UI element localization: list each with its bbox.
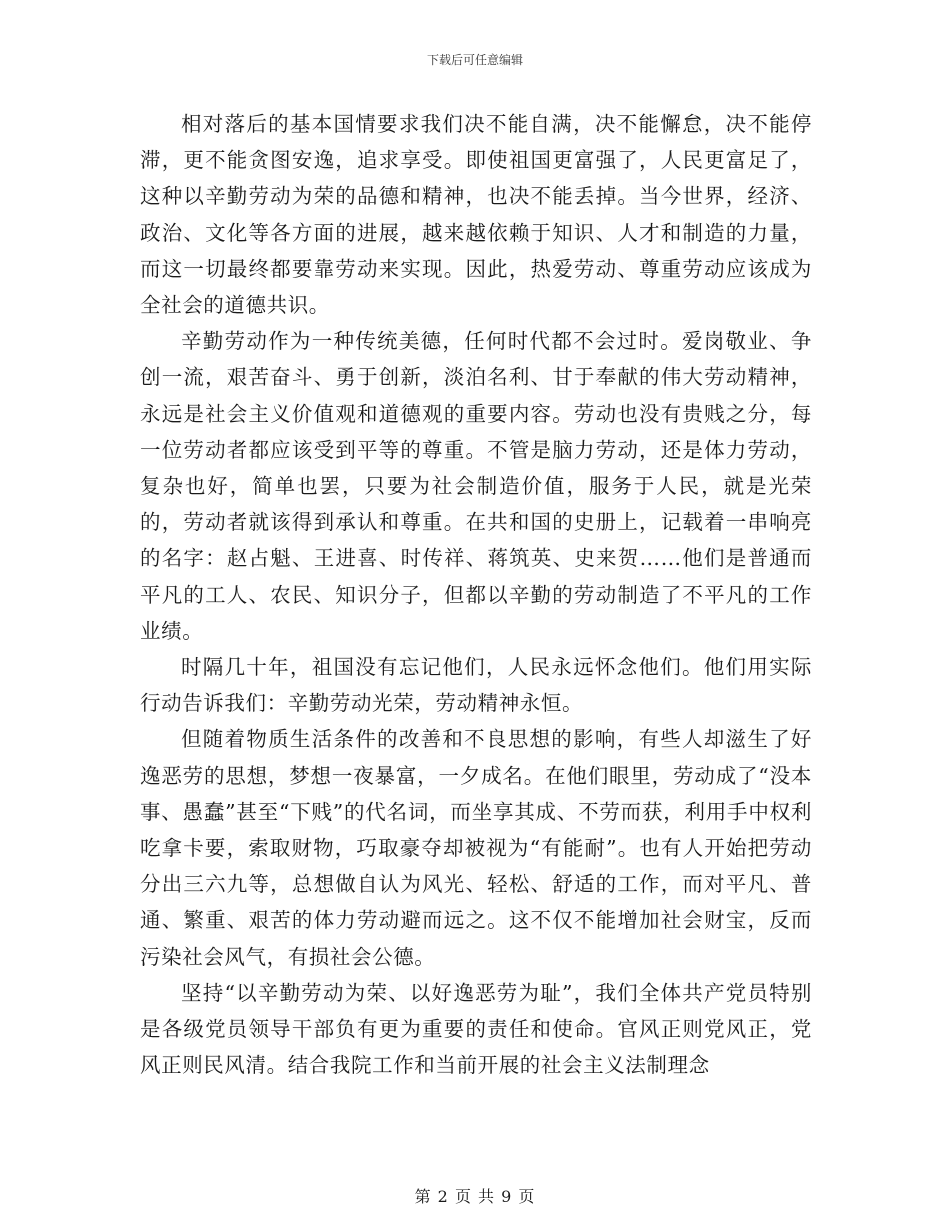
page-header: 下载后可任意编辑 <box>426 53 523 67</box>
paragraph-5: 坚持“以辛勤劳动为荣、以好逸恶劳为耻”，我们全体共产党员特别是各级党员领导干部负有更为重要的责任和使命。官风正则党风正，党风正则民风清。结合我院工作和当前开展的社会主义法制理念 <box>140 980 812 1078</box>
page-number-footer: 第 2 页 共 9 页 <box>414 1187 536 1206</box>
paragraph-2: 辛勤劳动作为一种传统美德，任何时代都不会过时。爱岗敬业、争创一流，艰苦奋斗、勇于创新，淡泊名利、甘于奉献的伟大劳动精神，永远是社会主义价值观和道德观的重要内容。劳动也没有贵贱之分，每一位劳动者都应该受到平等的尊重。不管是脑力劳动，还是体力劳动，复杂也好，简单也罢，只要为社会制造价值，服务于人民，就是光荣的，劳动者就该得到承认和尊重。在共和国的史册上，记载着一串响亮的名字：赵占魁、王进喜、时传祥、蒋筑英、史来贺……他们是普通而平凡的工人、农民、知识分子，但都以辛勤的劳动制造了不平凡的工作业绩。 <box>140 329 812 643</box>
paragraph-1: 相对落后的基本国情要求我们决不能自满，决不能懈怠，决不能停滞，更不能贪图安逸，追求享受。即使祖国更富强了，人民更富足了，这种以辛勤劳动为荣的品德和精神，也决不能丢掉。当今世界，经济、政治、文化等各方面的进展，越来越依赖于知识、人才和制造的力量，而这一切最终都要靠劳动来实现。因此，热爱劳动、尊重劳动应该成为全社会的道德共识。 <box>140 112 812 318</box>
paragraph-4: 但随着物质生活条件的改善和不良思想的影响，有些人却滋生了好逸恶劳的思想，梦想一夜暴富，一夕成名。在他们眼里，劳动成了“没本事、愚蠢”甚至“下贱”的代名词，而坐享其成、不劳而获，利用手中权利吃拿卡要，索取财物，巧取豪夺却被视为“有能耐”。也有人开始把劳动分出三六九等，总想做自认为风光、轻松、舒适的工作，而对平凡、普通、繁重、艰苦的体力劳动避而远之。这不仅不能增加社会财宝，反而污染社会风气，有损社会公德。 <box>140 727 812 969</box>
paragraph-3: 时隔几十年，祖国没有忘记他们，人民永远怀念他们。他们用实际行动告诉我们：辛勤劳动光荣，劳动精神永恒。 <box>140 655 812 716</box>
document-body <box>140 106 812 1083</box>
